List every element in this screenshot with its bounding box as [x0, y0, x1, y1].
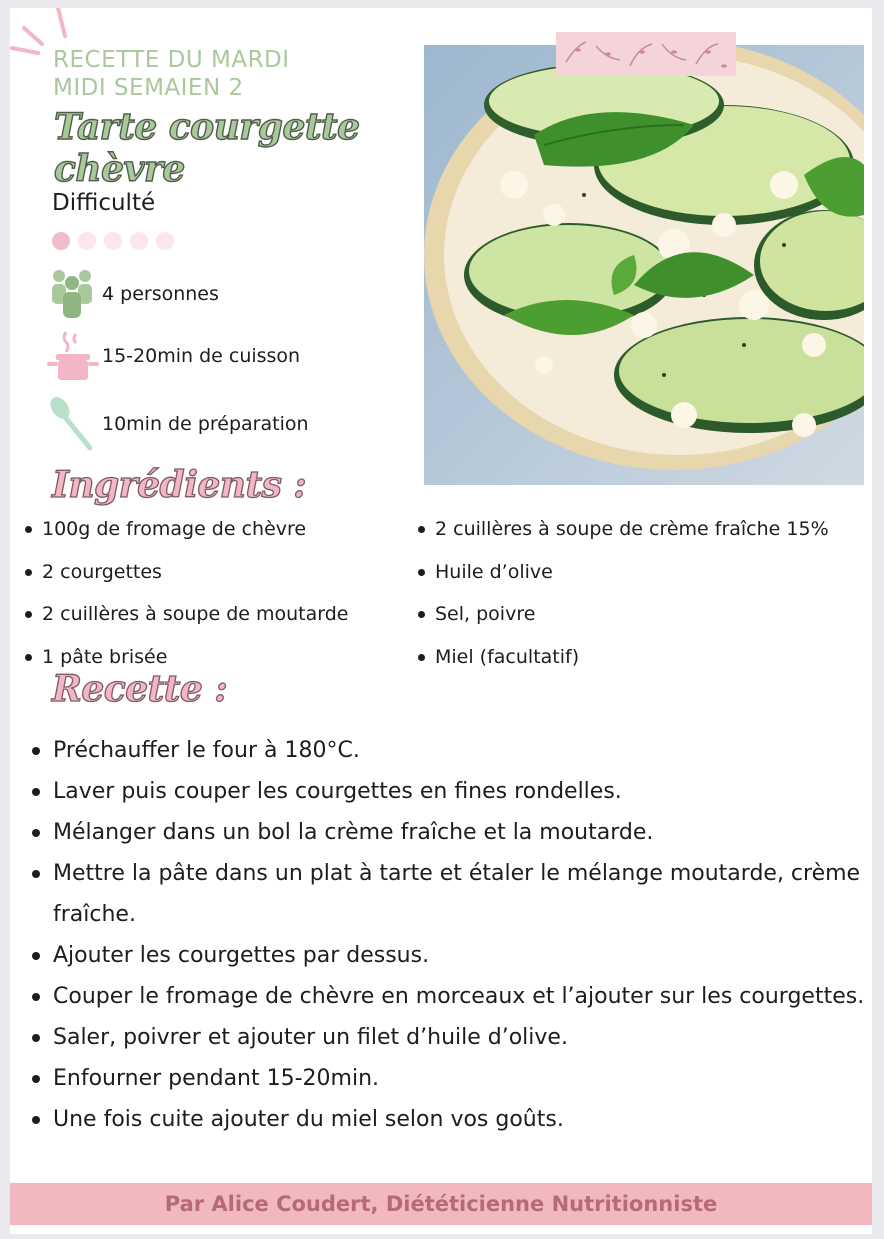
recipe-step: Préchauffer le four à 180°C. — [20, 730, 872, 771]
prep-time-row — [42, 394, 309, 454]
supertitle-line-1: RECETTE DU MARDI — [53, 47, 290, 73]
cooking-pot-icon — [42, 326, 102, 386]
difficulty-dot — [130, 232, 148, 250]
washi-tape-decoration — [556, 32, 736, 76]
ingredients-list-right — [415, 516, 829, 686]
footer-banner — [10, 1183, 872, 1225]
prep-time-text: 10min de préparation — [102, 413, 309, 435]
ingredient-item: Huile d’olive — [415, 559, 829, 602]
ingredients-list-left — [22, 516, 349, 686]
cooking-time-text: 15-20min de cuisson — [102, 345, 301, 367]
dish-title-line-1: Tarte courgette — [54, 106, 360, 148]
ingredients-title: Ingrédients : — [52, 464, 307, 506]
difficulty-rating — [52, 232, 174, 250]
dish-title-line-2: chèvre — [54, 148, 185, 190]
servings-row — [42, 264, 219, 324]
ingredient-item: 2 cuillères à soupe de crème fraîche 15% — [415, 516, 829, 559]
recipe-steps — [20, 730, 872, 1140]
cooking-time-row — [42, 326, 300, 386]
difficulty-dot — [52, 232, 70, 250]
tart-photo — [424, 45, 864, 485]
people-icon — [42, 264, 102, 324]
ingredient-item: 2 cuillères à soupe de moutarde — [22, 601, 349, 644]
recipe-card — [10, 8, 872, 1234]
supertitle-line-2: MIDI SEMAIEN 2 — [53, 75, 244, 101]
difficulty-label: Difficulté — [52, 190, 156, 216]
difficulty-dot — [78, 232, 96, 250]
dish-title — [54, 106, 414, 190]
difficulty-dot — [156, 232, 174, 250]
servings-text: 4 personnes — [102, 283, 219, 305]
ingredient-item: Sel, poivre — [415, 601, 829, 644]
ingredient-item: 1 pâte brisée — [22, 644, 349, 687]
recipe-step: Ajouter les courgettes par dessus. — [20, 935, 872, 976]
ingredient-item: 100g de fromage de chèvre — [22, 516, 349, 559]
recipe-step: Couper le fromage de chèvre en morceaux et l’ajouter sur les courgettes. — [20, 976, 872, 1017]
recipe-supertitle — [53, 46, 353, 102]
recipe-title: Recette : — [52, 668, 228, 710]
recipe-step: Une fois cuite ajouter du miel selon vos goûts. — [20, 1099, 872, 1140]
recipe-step: Laver puis couper les courgettes en fines rondelles. — [20, 771, 872, 812]
spoon-icon — [42, 394, 102, 454]
difficulty-dot — [104, 232, 122, 250]
recipe-step: Mélanger dans un bol la crème fraîche et la moutarde. — [20, 812, 872, 853]
recipe-step: Mettre la pâte dans un plat à tarte et étaler le mélange moutarde, crème fraîche. — [20, 853, 872, 935]
ingredient-item: Miel (facultatif) — [415, 644, 829, 687]
author-credit: Par Alice Coudert, Diététicienne Nutritionniste — [164, 1192, 718, 1216]
recipe-step: Saler, poivrer et ajouter un filet d’huile d’olive. — [20, 1017, 872, 1058]
ingredient-item: 2 courgettes — [22, 559, 349, 602]
recipe-step: Enfourner pendant 15-20min. — [20, 1058, 872, 1099]
